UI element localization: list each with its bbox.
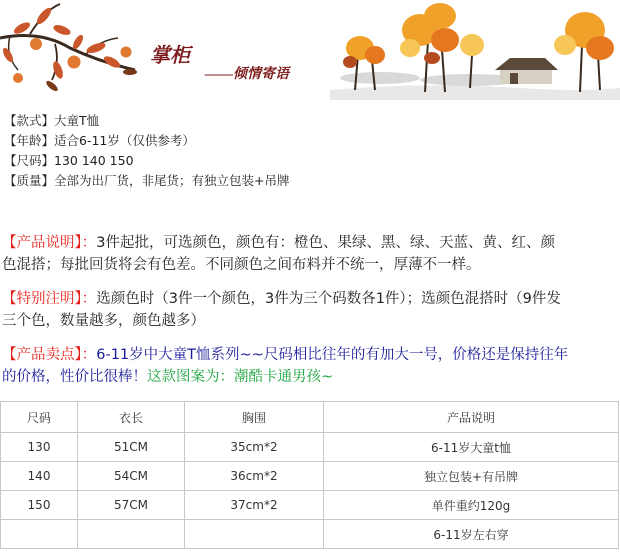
special-text-2: 三个色，数量越多，颜色越多）	[2, 313, 205, 329]
table-cell: 130	[1, 433, 78, 462]
table-cell: 6-11岁大童t恤	[324, 433, 619, 462]
info-size-row: 【尺码】130 140 150	[4, 153, 134, 168]
selling-text-2: 的价格，性价比很棒！	[2, 369, 147, 385]
table-cell: 57CM	[78, 491, 185, 520]
table-row	[1, 462, 619, 491]
persimmon-branch-illustration	[0, 4, 137, 93]
description-text-1: 3件起批，可选颜色，颜色有：橙色、果绿、黑、绿、天蓝、黄、红、颜	[96, 235, 555, 251]
special-text-1: 选颜色时（3件一个颜色，3件为三个码数各1件）；选颜色混搭时（9件发	[96, 291, 561, 307]
description-label: 【产品说明】：	[2, 235, 97, 251]
header-banner	[0, 0, 620, 100]
table-cell	[185, 520, 324, 549]
description-text-2: 色混搭；每批回货将会有色差。不同颜色之间布料并不统一，厚薄不一样。	[2, 257, 481, 273]
selling-pattern: 这款图案为：潮酷卡通男孩~	[147, 369, 334, 385]
table-cell: 37cm*2	[185, 491, 324, 520]
table-header-cell: 尺码	[1, 402, 78, 433]
table-cell	[1, 520, 78, 549]
table-cell: 独立包装+有吊牌	[324, 462, 619, 491]
table-cell: 150	[1, 491, 78, 520]
table-cell: 140	[1, 462, 78, 491]
table-cell: 单件重约120g	[324, 491, 619, 520]
special-note	[2, 288, 618, 332]
banner-subtitle: ——倾情寄语	[205, 67, 289, 82]
table-row	[1, 491, 619, 520]
table-row	[1, 520, 619, 549]
table-cell: 6-11岁左右穿	[324, 520, 619, 549]
info-quality-row: 【质量】全部为出厂货，非尾货；有独立包装+吊牌	[4, 173, 290, 188]
table-row	[1, 433, 619, 462]
special-label: 【特别注明】：	[2, 291, 97, 307]
table-header-cell: 产品说明	[324, 402, 619, 433]
table-header-cell: 衣长	[78, 402, 185, 433]
table-cell: 54CM	[78, 462, 185, 491]
selling-label: 【产品卖点】：	[2, 347, 97, 363]
selling-points	[2, 344, 618, 388]
table-cell	[78, 520, 185, 549]
table-header-cell: 胸围	[185, 402, 324, 433]
info-style-row: 【款式】大童T恤	[4, 113, 100, 128]
size-table	[0, 401, 619, 549]
table-cell: 35cm*2	[185, 433, 324, 462]
table-header-row	[1, 402, 619, 433]
selling-text-1: 6-11岁中大童T恤系列~~尺码相比往年的有加大一号，价格还是保持往年	[96, 347, 569, 363]
banner-title: 掌柜	[150, 45, 190, 67]
product-info	[4, 111, 290, 191]
info-age-row: 【年龄】适合6-11岁（仅供参考）	[4, 133, 195, 148]
table-cell: 36cm*2	[185, 462, 324, 491]
product-description	[2, 232, 618, 276]
autumn-landscape-illustration	[330, 3, 620, 100]
table-cell: 51CM	[78, 433, 185, 462]
